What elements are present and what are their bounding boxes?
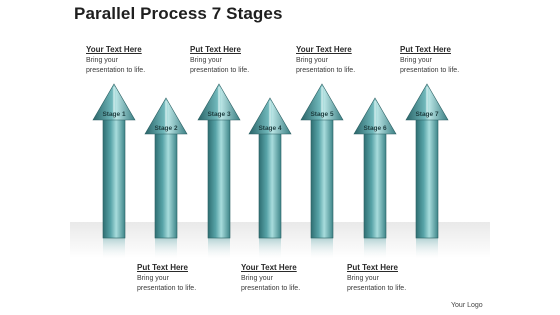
stage-arrow	[354, 98, 396, 260]
page-title: Parallel Process 7 Stages	[74, 4, 283, 23]
arrow-reflection	[155, 238, 177, 260]
stage-label: Stage 6	[363, 125, 387, 132]
callout-body: Bring your presentation to life.	[137, 275, 197, 292]
stage-arrow	[93, 84, 135, 260]
callout-heading: Your Text Here	[241, 263, 297, 272]
callout-heading: Put Text Here	[190, 45, 241, 54]
arrow-reflection	[103, 238, 125, 260]
stage-arrow	[406, 84, 448, 260]
arrow-shaft	[311, 118, 333, 238]
arrow-shaft	[103, 118, 125, 238]
stage-label: Stage 3	[207, 111, 231, 118]
callout-heading: Your Text Here	[86, 45, 142, 54]
stage-arrow	[249, 98, 291, 260]
arrow-reflection	[259, 238, 281, 260]
arrow-shaft	[155, 132, 177, 238]
arrow-shaft	[364, 132, 386, 238]
logo-text: Your Logo	[451, 302, 483, 309]
arrow-reflection	[311, 238, 333, 260]
callout-bottom-3	[347, 263, 437, 293]
stage-arrow	[145, 98, 187, 260]
callout-bottom-2	[241, 263, 331, 293]
callout-bottom-1	[137, 263, 227, 293]
callout-body: Bring your presentation to life.	[190, 57, 250, 74]
stage-label: Stage 5	[310, 111, 334, 118]
callout-body: Bring your presentation to life.	[347, 275, 407, 292]
arrow-reflection	[364, 238, 386, 260]
callout-heading: Put Text Here	[347, 263, 398, 272]
callout-body: Bring your presentation to life.	[296, 57, 356, 74]
stage-label: Stage 2	[154, 125, 178, 132]
stage-arrow	[198, 84, 240, 260]
stage-label: Stage 4	[258, 125, 282, 132]
callout-body: Bring your presentation to life.	[400, 57, 460, 74]
callout-heading: Put Text Here	[137, 263, 188, 272]
stage-label: Stage 1	[102, 111, 126, 118]
arrow-shaft	[416, 118, 438, 238]
callout-body: Bring your presentation to life.	[86, 57, 146, 74]
arrow-shaft	[259, 132, 281, 238]
stage-arrow	[301, 84, 343, 260]
callout-body: Bring your presentation to life.	[241, 275, 301, 292]
callout-heading: Your Text Here	[296, 45, 352, 54]
arrow-reflection	[416, 238, 438, 260]
arrow-shaft	[208, 118, 230, 238]
stage-label: Stage 7	[415, 111, 439, 118]
arrow-reflection	[208, 238, 230, 260]
callout-heading: Put Text Here	[400, 45, 451, 54]
